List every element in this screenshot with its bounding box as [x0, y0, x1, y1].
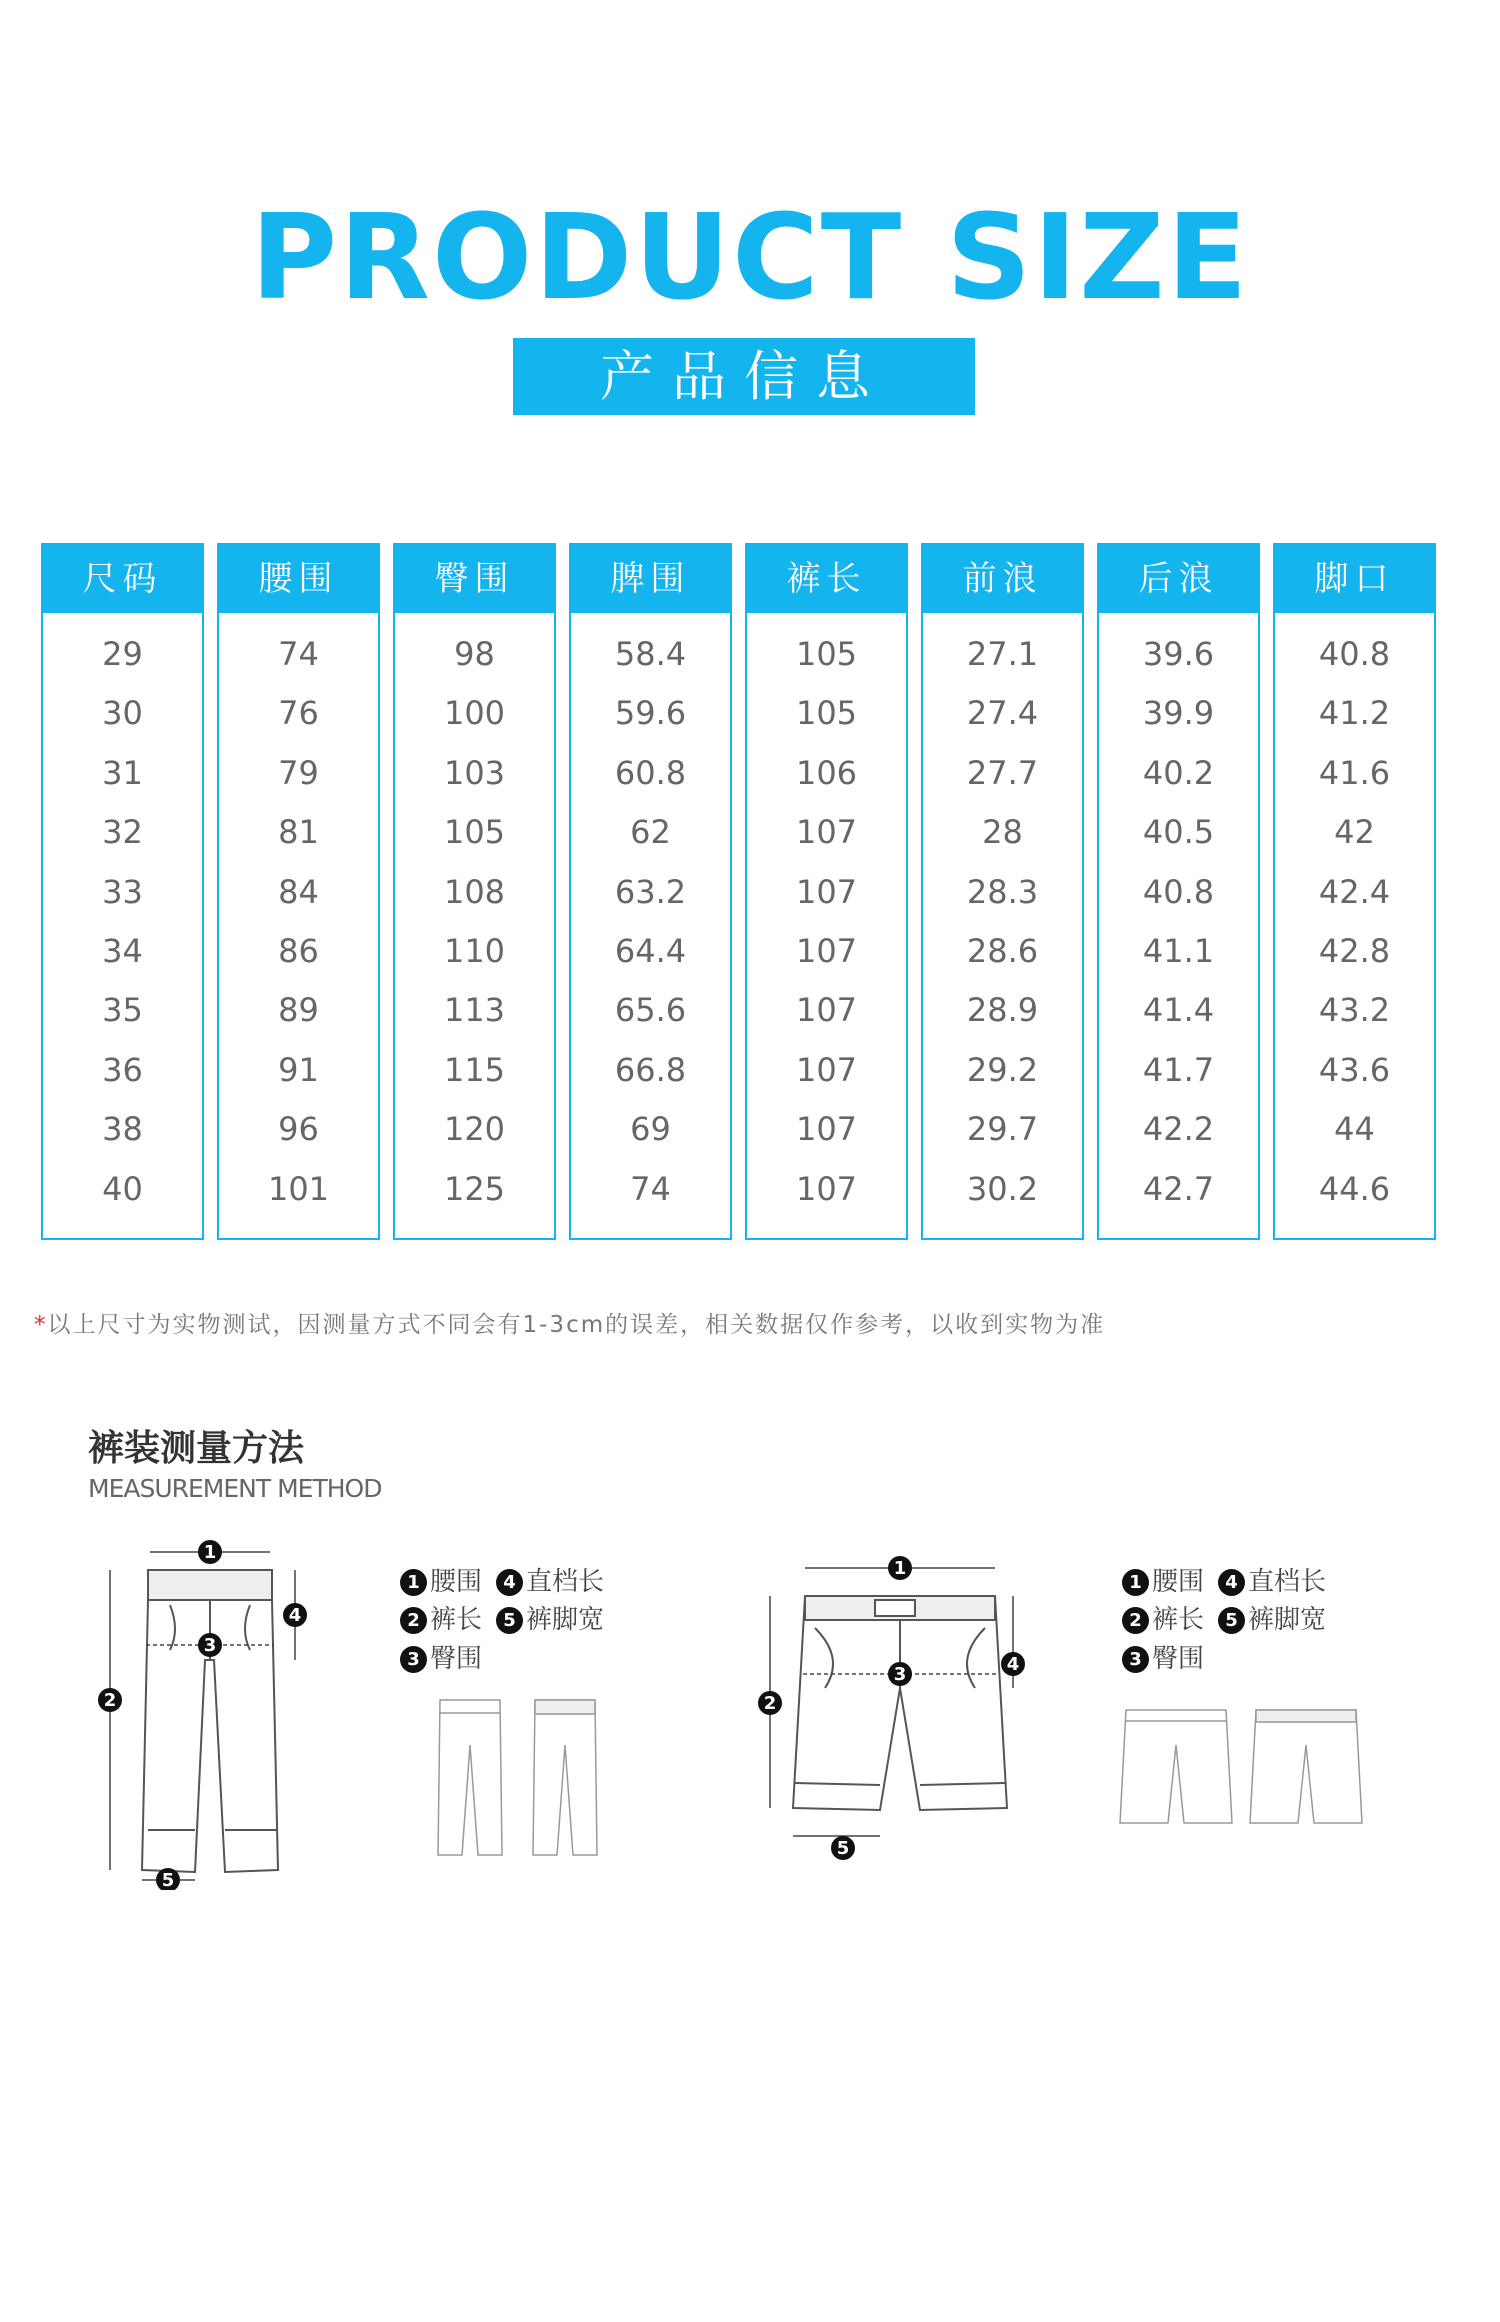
table-cell: 105	[795, 635, 858, 673]
table-cell: 107	[795, 1110, 858, 1149]
table-cell: 42.2	[1142, 1110, 1215, 1149]
long-pants-thumbnails	[430, 1695, 610, 1865]
table-cell: 41.7	[1142, 1050, 1215, 1089]
marker-5: 5	[161, 1870, 175, 1890]
table-cell: 63.2	[614, 872, 687, 911]
shorts-thumbnails	[1118, 1705, 1363, 1835]
size-column	[569, 543, 732, 1240]
marker-2: 2	[103, 1690, 117, 1711]
table-cell: 107	[795, 872, 858, 911]
table-cell: 107	[795, 991, 858, 1030]
long-pants-diagram	[90, 1530, 320, 1890]
table-cell: 42.7	[1142, 1169, 1215, 1208]
table-cell: 107	[795, 1169, 858, 1208]
table-cell: 89	[278, 991, 319, 1030]
table-cell: 79	[278, 753, 319, 792]
table-cell: 44	[1334, 1110, 1375, 1149]
table-cell: 62	[630, 813, 671, 852]
size-column	[393, 543, 556, 1240]
column-header: 后浪	[1099, 545, 1258, 613]
table-cell: 96	[278, 1110, 319, 1149]
page-subtitle-banner: 产品信息	[513, 338, 975, 415]
table-cell: 110	[443, 931, 506, 970]
table-cell: 41.6	[1318, 753, 1391, 792]
column-header: 裤长	[747, 545, 906, 613]
table-cell: 43.6	[1318, 1050, 1391, 1089]
table-cell: 40.2	[1142, 753, 1215, 792]
table-cell: 39.9	[1142, 694, 1215, 733]
table-cell: 39.6	[1142, 635, 1215, 673]
table-cell: 30.2	[966, 1169, 1039, 1208]
column-header: 脚口	[1275, 545, 1434, 613]
shorts-marker-2: 2	[763, 1693, 777, 1714]
table-cell: 40.8	[1318, 635, 1391, 673]
column-header: 脾围	[571, 545, 730, 613]
table-cell: 69	[630, 1110, 671, 1149]
table-cell: 108	[443, 872, 506, 911]
measurement-subtitle: MEASUREMENT METHOD	[88, 1474, 382, 1503]
table-cell: 42.4	[1318, 872, 1391, 911]
table-cell: 40.5	[1142, 813, 1215, 852]
table-cell: 65.6	[614, 991, 687, 1030]
table-cell: 81	[278, 813, 319, 852]
note-star: *	[34, 1312, 48, 1338]
column-header: 臀围	[395, 545, 554, 613]
table-cell: 107	[795, 813, 858, 852]
table-cell: 36	[102, 1050, 143, 1089]
table-cell: 113	[443, 991, 506, 1030]
size-column	[41, 543, 204, 1240]
size-column	[217, 543, 380, 1240]
table-cell: 115	[443, 1050, 506, 1089]
column-header: 腰围	[219, 545, 378, 613]
table-cell: 60.8	[614, 753, 687, 792]
note-text: 以上尺寸为实物测试，因测量方式不同会有1-3cm的误差，相关数据仅作参考，以收到实物为准	[47, 1312, 1106, 1338]
table-cell: 105	[443, 813, 506, 852]
shorts-marker-1: 1	[893, 1558, 907, 1579]
table-cell: 59.6	[614, 694, 687, 733]
table-cell: 86	[278, 931, 319, 970]
table-cell: 28.6	[966, 931, 1039, 970]
table-cell: 28.9	[966, 991, 1039, 1030]
marker-1: 1	[203, 1542, 217, 1563]
table-cell: 76	[278, 694, 319, 733]
table-cell: 35	[102, 991, 143, 1030]
table-cell: 28	[982, 813, 1023, 852]
measurement-note	[34, 1306, 1474, 1339]
table-cell: 43.2	[1318, 991, 1391, 1030]
shorts-diagram	[755, 1548, 1035, 1878]
table-cell: 29.2	[966, 1050, 1039, 1089]
table-cell: 29	[102, 635, 143, 673]
table-cell: 38	[102, 1110, 143, 1149]
table-cell: 41.1	[1142, 931, 1215, 970]
table-cell: 40	[102, 1169, 143, 1208]
table-cell: 27.4	[966, 694, 1039, 733]
table-cell: 74	[630, 1169, 671, 1208]
table-cell: 27.7	[966, 753, 1039, 792]
column-header: 尺码	[43, 545, 202, 613]
size-column	[745, 543, 908, 1240]
table-cell: 74	[278, 635, 319, 673]
table-cell: 125	[443, 1169, 506, 1208]
table-cell: 120	[443, 1110, 506, 1149]
marker-3: 3	[203, 1635, 217, 1656]
table-cell: 41.4	[1142, 991, 1215, 1030]
size-column	[921, 543, 1084, 1240]
table-cell: 41.2	[1318, 694, 1391, 733]
table-cell: 106	[795, 753, 858, 792]
table-cell: 107	[795, 931, 858, 970]
long-pants-legend: 1 腰围 4 直档长 2 裤长 5 裤脚宽 3 臀围	[400, 1562, 618, 1678]
table-cell: 29.7	[966, 1110, 1039, 1149]
table-cell: 66.8	[614, 1050, 687, 1089]
table-cell: 58.4	[614, 635, 687, 673]
shorts-marker-4: 4	[1006, 1654, 1020, 1675]
table-cell: 31	[102, 753, 143, 792]
table-cell: 33	[102, 872, 143, 911]
table-cell: 107	[795, 1050, 858, 1089]
shorts-marker-3: 3	[893, 1664, 907, 1685]
table-cell: 100	[443, 694, 506, 733]
column-header: 前浪	[923, 545, 1082, 613]
table-cell: 103	[443, 753, 506, 792]
size-column	[1273, 543, 1436, 1240]
table-cell: 42	[1334, 813, 1375, 852]
table-cell: 64.4	[614, 931, 687, 970]
table-cell: 44.6	[1318, 1169, 1391, 1208]
table-cell: 27.1	[966, 635, 1039, 673]
table-cell: 42.8	[1318, 931, 1391, 970]
table-cell: 40.8	[1142, 872, 1215, 911]
table-cell: 28.3	[966, 872, 1039, 911]
table-cell: 34	[102, 931, 143, 970]
table-cell: 101	[267, 1169, 330, 1208]
size-table	[41, 543, 1438, 1240]
shorts-marker-5: 5	[836, 1838, 850, 1859]
table-cell: 98	[454, 635, 495, 673]
table-cell: 91	[278, 1050, 319, 1089]
measurement-title: 裤装测量方法	[88, 1428, 305, 1469]
page-title: PRODUCT SIZE	[250, 188, 1250, 326]
marker-4: 4	[288, 1605, 302, 1626]
table-cell: 32	[102, 813, 143, 852]
size-column	[1097, 543, 1260, 1240]
table-cell: 84	[278, 872, 319, 911]
table-cell: 105	[795, 694, 858, 733]
shorts-legend: 1 腰围 4 直档长 2 裤长 5 裤脚宽 3 臀围	[1122, 1562, 1340, 1678]
table-cell: 30	[102, 694, 143, 733]
